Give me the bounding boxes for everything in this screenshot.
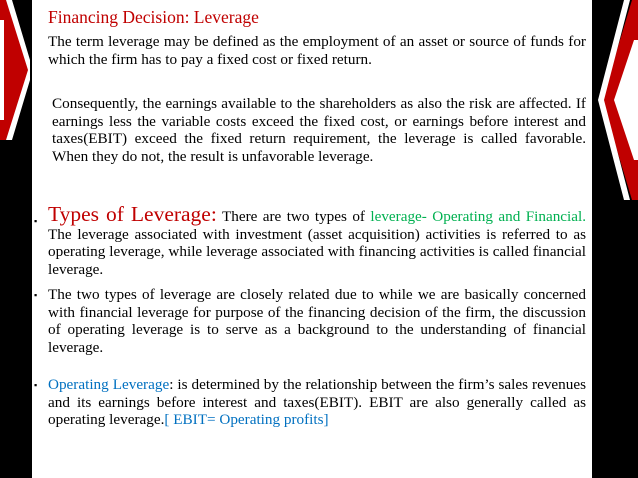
operating-leverage-text: : is determined by the relationship between the firm’s sales revenues and its earnings before interest and taxes(EBIT). EBIT are also generally called as operating leverage. xyxy=(48,376,586,428)
types-text-2: The leverage associated with investment (asset acquisition) activities is referred to as operating leverage, while leverage associated with financing activities is called financial leverage. xyxy=(48,225,586,278)
ebit-note: [ EBIT= Operating profits] xyxy=(164,411,329,428)
types-green-text: leverage- Operating and Financial. xyxy=(370,208,587,225)
types-heading: Types of Leverage: xyxy=(48,202,217,226)
bullet-marker: ▪ xyxy=(34,290,38,300)
consequence-paragraph: Consequently, the earnings available to the shareholders as also the risk are affected. If earnings less the variable costs exceed the fixed cost, or earnings before interest and taxes(EBIT) exceed the fixed return requirement, the leverage is called favorable. When they do not, the result is unfavorable leverage. xyxy=(52,95,586,165)
types-text-1: There are two types of xyxy=(216,208,371,225)
operating-leverage-term: Operating Leverage xyxy=(48,376,170,393)
types-of-leverage-bullet xyxy=(48,202,587,278)
definition-paragraph: The term leverage may be defined as the employment of an asset or source of funds for which the firm has to pay a fixed cost or fixed return. xyxy=(48,33,586,68)
related-leverage-bullet: The two types of leverage are closely related due to while we are basically concerned with financial leverage for purpose of the financing decision of the firm, the discussion of operating leverage is to serve as a background to the understanding of financial leverage. xyxy=(48,286,586,356)
slide-content xyxy=(32,0,592,478)
left-chevron-decoration xyxy=(0,0,32,478)
right-chevron-decoration xyxy=(592,0,638,478)
bullet-marker: ▪ xyxy=(34,380,38,390)
bullet-marker: ▪ xyxy=(34,216,38,226)
operating-leverage-bullet xyxy=(48,376,586,429)
slide-title: Financing Decision: Leverage xyxy=(48,7,259,27)
